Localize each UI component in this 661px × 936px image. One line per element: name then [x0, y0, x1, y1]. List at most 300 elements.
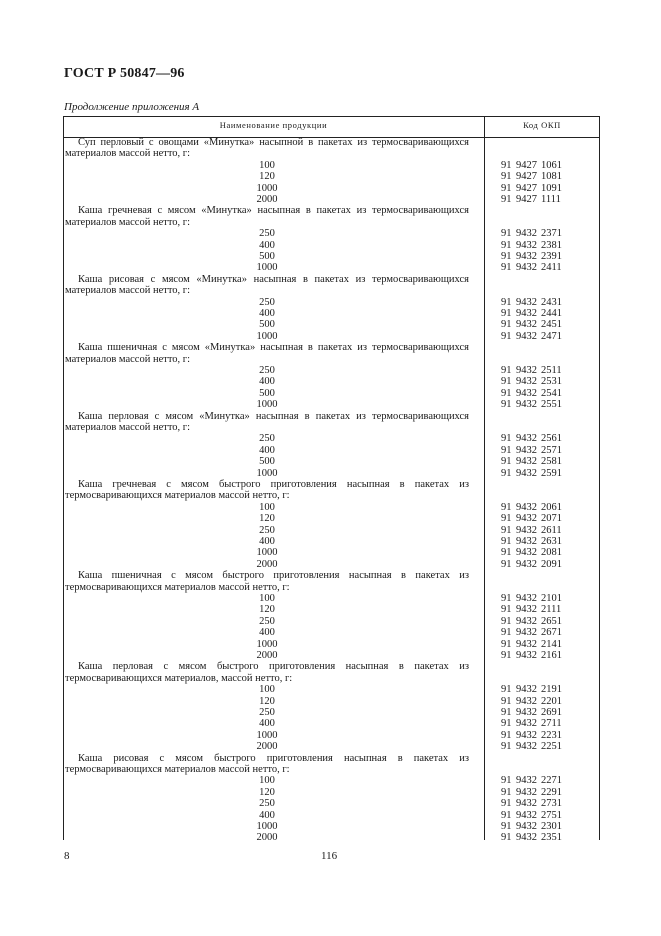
table-row	[63, 376, 600, 388]
okp-code-part: 2231	[541, 729, 562, 741]
okp-code	[501, 376, 567, 388]
product-group-title	[63, 753, 600, 765]
product-group-title-text: термосваривающихся материалов массой нетто, г:	[65, 581, 290, 593]
okp-code-part: 91	[501, 296, 512, 308]
net-mass-value: 100	[259, 593, 275, 604]
table-row	[63, 810, 600, 822]
table-row	[63, 171, 600, 183]
okp-code	[501, 160, 567, 172]
okp-code	[501, 262, 567, 274]
table-row	[63, 502, 600, 514]
okp-code-part: 9432	[516, 228, 537, 240]
okp-code-part: 2531	[541, 376, 562, 388]
okp-code	[501, 525, 567, 537]
okp-code-part: 91	[501, 262, 512, 274]
okp-code-part: 9432	[516, 729, 537, 741]
product-group-title-text: термосваривающихся материалов, массой нетто, г:	[65, 672, 293, 684]
table-row	[63, 228, 600, 240]
okp-code-part: 9432	[516, 809, 537, 821]
product-group-title-text: материалов массой нетто, г:	[65, 422, 190, 433]
continuation-caption: Продолжение приложения А	[64, 101, 200, 113]
okp-code-part: 2081	[541, 547, 562, 559]
okp-code-part: 2541	[541, 387, 562, 399]
product-group-title-text: Каша перловая с мясом быстрого приготовления насыпная в пакетах из	[78, 661, 469, 673]
net-mass-value: 1000	[256, 821, 278, 832]
okp-code-part: 91	[501, 171, 512, 183]
product-group-title	[63, 673, 600, 685]
okp-code-part: 91	[501, 809, 512, 821]
table-row	[63, 194, 600, 206]
okp-code-part: 91	[501, 729, 512, 741]
okp-code-part: 9432	[516, 444, 537, 456]
net-mass-value: 100	[259, 159, 275, 171]
okp-code	[501, 171, 567, 183]
table-row	[63, 821, 600, 833]
okp-code-part: 9432	[516, 593, 537, 604]
product-group-title	[63, 422, 600, 434]
net-mass-value: 2000	[256, 741, 278, 753]
net-mass-value: 100	[259, 684, 275, 696]
product-group-title	[63, 570, 600, 582]
table-row	[63, 319, 600, 331]
table-row	[63, 798, 600, 810]
table-row	[63, 445, 600, 457]
net-mass-value: 2000	[256, 832, 278, 844]
okp-code	[501, 251, 567, 263]
okp-code	[501, 547, 567, 559]
okp-code-part: 9432	[516, 684, 537, 696]
okp-code	[501, 502, 567, 514]
table-row	[63, 718, 600, 730]
okp-code	[501, 308, 567, 320]
okp-code-part: 91	[501, 228, 512, 240]
net-mass-value: 250	[259, 798, 275, 810]
okp-code	[501, 365, 567, 377]
okp-code	[501, 696, 567, 708]
okp-code-part: 91	[501, 627, 512, 639]
product-group-title	[63, 490, 600, 502]
product-group-title	[63, 285, 600, 297]
net-mass-value: 120	[259, 171, 275, 183]
okp-code	[501, 787, 567, 799]
okp-code-part: 9432	[516, 467, 537, 479]
okp-code-part: 2091	[541, 558, 562, 570]
okp-code-part: 9432	[516, 251, 537, 262]
okp-code-part: 9432	[516, 330, 537, 342]
column-header-okp-code: Код ОКП	[523, 120, 561, 130]
okp-code-part: 2301	[541, 821, 562, 832]
okp-code-part: 9432	[516, 707, 537, 718]
okp-code-part: 2191	[541, 684, 562, 696]
okp-code-part: 2271	[541, 775, 562, 787]
okp-code-part: 2101	[541, 593, 562, 604]
okp-code-part: 91	[501, 399, 512, 411]
okp-code-part: 2651	[541, 615, 562, 627]
okp-code-part: 2511	[541, 365, 562, 376]
product-group-title-text: Суп перловый с овощами «Минутка» насыпной в пакетах из термосваривающихся	[78, 137, 469, 148]
okp-code	[501, 707, 567, 719]
okp-code-part: 2111	[541, 604, 562, 616]
table-header	[63, 116, 600, 138]
okp-code-part: 91	[501, 695, 512, 707]
product-group-title-text: термосваривающихся материалов массой нетто, г:	[65, 764, 290, 775]
okp-code-part: 9432	[516, 376, 537, 388]
net-mass-value: 2000	[256, 194, 278, 205]
table-row	[63, 513, 600, 525]
okp-code	[501, 559, 567, 571]
net-mass-value: 400	[259, 627, 275, 639]
okp-code-part: 9432	[516, 536, 537, 547]
product-group-title	[63, 342, 600, 354]
okp-code-part: 2471	[541, 330, 562, 342]
product-group-title	[63, 148, 600, 160]
product-group-title-text: Каша гречневая с мясом быстрого приготовления насыпная в пакетах из	[78, 479, 469, 490]
okp-code-part: 2581	[541, 456, 562, 468]
okp-code-part: 91	[501, 159, 512, 171]
okp-code-part: 91	[501, 387, 512, 399]
table-row	[63, 559, 600, 571]
okp-code	[501, 194, 567, 206]
okp-code-part: 91	[501, 330, 512, 342]
okp-code-part: 9432	[516, 558, 537, 570]
okp-code-part: 91	[501, 718, 512, 730]
table-row	[63, 468, 600, 480]
okp-code-part: 91	[501, 638, 512, 650]
okp-code-part: 91	[501, 821, 512, 832]
okp-code-part: 9427	[516, 182, 537, 194]
okp-code	[501, 798, 567, 810]
net-mass-value: 120	[259, 695, 275, 707]
table-row	[63, 536, 600, 548]
okp-code-part: 91	[501, 832, 512, 844]
table-row	[63, 365, 600, 377]
table-row	[63, 741, 600, 753]
okp-code-part: 91	[501, 513, 512, 525]
okp-code-part: 91	[501, 547, 512, 559]
product-group-title-text: Каша пшеничная с мясом быстрого приготовления насыпная в пакетах из	[78, 570, 469, 582]
okp-code	[501, 741, 567, 753]
okp-code-part: 9432	[516, 832, 537, 844]
okp-code	[501, 593, 567, 605]
table-row	[63, 160, 600, 172]
okp-code-part: 9432	[516, 786, 537, 798]
okp-code	[501, 399, 567, 411]
okp-code-part: 91	[501, 558, 512, 570]
table-row	[63, 183, 600, 195]
product-code-table	[63, 116, 600, 844]
net-mass-value: 2000	[256, 650, 278, 661]
net-mass-value: 1000	[256, 467, 278, 479]
table-row	[63, 251, 600, 263]
product-group-title	[63, 764, 600, 776]
table-row	[63, 308, 600, 320]
okp-code-part: 1061	[541, 159, 562, 171]
okp-code	[501, 228, 567, 240]
okp-code-part: 2731	[541, 798, 562, 810]
net-mass-value: 100	[259, 501, 275, 513]
net-mass-value: 1000	[256, 330, 278, 342]
okp-code-part: 9432	[516, 433, 537, 445]
okp-code-part: 9432	[516, 501, 537, 513]
okp-code-part: 2251	[541, 741, 562, 753]
net-mass-value: 400	[259, 718, 275, 730]
okp-code-part: 91	[501, 615, 512, 627]
okp-code-part: 91	[501, 365, 512, 376]
net-mass-value: 120	[259, 513, 275, 525]
okp-code-part: 91	[501, 707, 512, 718]
okp-code-part: 9432	[516, 775, 537, 787]
okp-code-part: 2671	[541, 627, 562, 639]
table-row	[63, 604, 600, 616]
okp-code	[501, 183, 567, 195]
okp-code-part: 9432	[516, 513, 537, 525]
okp-code-part: 1111	[541, 194, 561, 205]
okp-code-part: 91	[501, 798, 512, 810]
okp-code-part: 9432	[516, 798, 537, 810]
net-mass-value: 400	[259, 444, 275, 456]
okp-code-part: 91	[501, 319, 512, 331]
okp-code-part: 2141	[541, 638, 562, 650]
okp-code-part: 2691	[541, 707, 562, 718]
okp-code	[501, 821, 567, 833]
okp-code	[501, 297, 567, 309]
okp-code	[501, 730, 567, 742]
product-group-title-text: материалов массой нетто, г:	[65, 216, 190, 228]
standard-designation: ГОСТ Р 50847—96	[64, 66, 185, 81]
okp-code-part: 2451	[541, 319, 562, 331]
okp-code	[501, 684, 567, 696]
okp-code-part: 2591	[541, 467, 562, 479]
okp-code-part: 9432	[516, 319, 537, 331]
net-mass-value: 250	[259, 228, 275, 240]
product-group-title	[63, 479, 600, 491]
okp-code-part: 2411	[541, 262, 562, 274]
okp-code	[501, 718, 567, 730]
net-mass-value: 250	[259, 615, 275, 627]
okp-code-part: 91	[501, 467, 512, 479]
page-number-center: 116	[321, 850, 338, 862]
okp-code-part: 91	[501, 182, 512, 194]
okp-code-part: 2631	[541, 536, 562, 547]
net-mass-value: 120	[259, 604, 275, 616]
okp-code	[501, 388, 567, 400]
net-mass-value: 250	[259, 433, 275, 445]
product-group-title-text: Каша пшеничная с мясом «Минутка» насыпная в пакетах из термосваривающихся	[78, 342, 469, 354]
okp-code-part: 9432	[516, 239, 537, 251]
net-mass-value: 400	[259, 809, 275, 821]
net-mass-value: 1000	[256, 729, 278, 741]
product-group-title-text: термосваривающихся материалов массой нетто, г:	[65, 490, 290, 502]
okp-code	[501, 810, 567, 822]
net-mass-value: 400	[259, 376, 275, 388]
product-group-title-text: Каша рисовая с мясом быстрого приготовления насыпная в пакетах из	[78, 752, 469, 764]
okp-code-part: 9427	[516, 194, 537, 205]
table-row	[63, 547, 600, 559]
okp-code-part: 9427	[516, 159, 537, 171]
table-row	[63, 456, 600, 468]
table-row	[63, 639, 600, 651]
okp-code	[501, 536, 567, 548]
product-group-title	[63, 217, 600, 229]
table-row	[63, 730, 600, 742]
okp-code-part: 9432	[516, 296, 537, 308]
net-mass-value: 500	[259, 387, 275, 399]
product-group-title-text: Каша рисовая с мясом «Минутка» насыпная в пакетах из термосваривающихся	[78, 273, 469, 285]
okp-code-part: 9432	[516, 695, 537, 707]
table-row	[63, 650, 600, 662]
okp-code-part: 2351	[541, 832, 562, 844]
okp-code-part: 2751	[541, 809, 562, 821]
okp-code-part: 9432	[516, 399, 537, 411]
table-row	[63, 240, 600, 252]
okp-code-part: 91	[501, 524, 512, 536]
table-row	[63, 832, 600, 844]
product-group-title	[63, 205, 600, 217]
okp-code-part: 1091	[541, 182, 562, 194]
okp-code-part: 2381	[541, 239, 562, 251]
okp-code-part: 91	[501, 604, 512, 616]
table-row	[63, 525, 600, 537]
okp-code-part: 9432	[516, 456, 537, 468]
okp-code	[501, 627, 567, 639]
okp-code	[501, 240, 567, 252]
page-number-left: 8	[64, 850, 70, 862]
okp-code	[501, 513, 567, 525]
okp-code-part: 2291	[541, 786, 562, 798]
product-group-title-text: материалов массой нетто, г:	[65, 285, 190, 297]
table-row	[63, 787, 600, 799]
table-row	[63, 399, 600, 411]
okp-code-part: 91	[501, 775, 512, 787]
net-mass-value: 250	[259, 524, 275, 536]
net-mass-value: 250	[259, 707, 275, 718]
okp-code-part: 2571	[541, 444, 562, 456]
table-row	[63, 331, 600, 343]
net-mass-value: 1000	[256, 547, 278, 559]
table-row	[63, 433, 600, 445]
okp-code	[501, 468, 567, 480]
okp-code-part: 9432	[516, 650, 537, 661]
product-group-title	[63, 354, 600, 366]
okp-code-part: 9432	[516, 547, 537, 559]
table-row	[63, 297, 600, 309]
table-row	[63, 775, 600, 787]
okp-code-part: 2551	[541, 399, 562, 411]
okp-code-part: 91	[501, 456, 512, 468]
product-group-title-text: материалов массой нетто, г:	[65, 148, 190, 160]
okp-code-part: 9432	[516, 821, 537, 832]
table-row	[63, 388, 600, 400]
net-mass-value: 250	[259, 365, 275, 376]
okp-code	[501, 832, 567, 844]
okp-code-part: 91	[501, 501, 512, 513]
okp-code-part: 2711	[541, 718, 562, 730]
net-mass-value: 1000	[256, 399, 278, 411]
okp-code-part: 91	[501, 239, 512, 251]
okp-code-part: 1081	[541, 171, 562, 183]
okp-code	[501, 775, 567, 787]
okp-code-part: 9432	[516, 308, 537, 319]
okp-code-part: 2071	[541, 513, 562, 525]
product-group-title	[63, 274, 600, 286]
product-group-title	[63, 137, 600, 149]
net-mass-value: 250	[259, 296, 275, 308]
net-mass-value: 2000	[256, 558, 278, 570]
product-group-title	[63, 582, 600, 594]
okp-code-part: 9432	[516, 638, 537, 650]
okp-code	[501, 445, 567, 457]
okp-code-part: 2431	[541, 296, 562, 308]
okp-code	[501, 604, 567, 616]
okp-code-part: 91	[501, 593, 512, 604]
okp-code-part: 91	[501, 308, 512, 319]
product-group-title-text: Каша гречневая с мясом «Минутка» насыпная в пакетах из термосваривающихся	[78, 205, 469, 217]
table-row	[63, 616, 600, 628]
column-header-product-name: Наименование продукции	[219, 120, 328, 130]
okp-code-part: 2161	[541, 650, 562, 661]
okp-code-part: 9432	[516, 627, 537, 639]
okp-code-part: 9432	[516, 365, 537, 376]
okp-code-part: 91	[501, 741, 512, 753]
okp-code-part: 91	[501, 251, 512, 262]
okp-code-part: 91	[501, 433, 512, 445]
table-row	[63, 707, 600, 719]
net-mass-value: 400	[259, 239, 275, 251]
okp-code-part: 2201	[541, 695, 562, 707]
net-mass-value: 500	[259, 251, 275, 262]
okp-code-part: 2061	[541, 501, 562, 513]
okp-code-part: 9432	[516, 524, 537, 536]
okp-code-part: 2611	[541, 524, 562, 536]
net-mass-value: 1000	[256, 182, 278, 194]
product-group-title-text: Каша перловая с мясом «Минутка» насыпная в пакетах из термосваривающихся	[78, 410, 469, 422]
okp-code	[501, 319, 567, 331]
okp-code-part: 2441	[541, 308, 562, 319]
okp-code-part: 2561	[541, 433, 562, 445]
okp-code-part: 91	[501, 536, 512, 547]
okp-code	[501, 639, 567, 651]
okp-code-part: 91	[501, 194, 512, 205]
table-row	[63, 627, 600, 639]
okp-code-part: 9432	[516, 718, 537, 730]
product-group-title	[63, 661, 600, 673]
product-group-title-text: материалов массой нетто, г:	[65, 353, 190, 365]
table-row	[63, 696, 600, 708]
net-mass-value: 500	[259, 456, 275, 468]
table-row	[63, 593, 600, 605]
okp-code-part: 91	[501, 376, 512, 388]
net-mass-value: 1000	[256, 638, 278, 650]
okp-code	[501, 616, 567, 628]
net-mass-value: 1000	[256, 262, 278, 274]
okp-code	[501, 433, 567, 445]
okp-code-part: 91	[501, 684, 512, 696]
okp-code	[501, 456, 567, 468]
okp-code-part: 9432	[516, 615, 537, 627]
okp-code-part: 9432	[516, 387, 537, 399]
okp-code-part: 9427	[516, 171, 537, 183]
okp-code-part: 91	[501, 786, 512, 798]
net-mass-value: 400	[259, 536, 275, 547]
net-mass-value: 500	[259, 319, 275, 331]
product-group-title	[63, 411, 600, 423]
table-row	[63, 262, 600, 274]
net-mass-value: 400	[259, 308, 275, 319]
okp-code-part: 2391	[541, 251, 562, 262]
okp-code	[501, 650, 567, 662]
okp-code-part: 91	[501, 650, 512, 661]
okp-code-part: 91	[501, 444, 512, 456]
